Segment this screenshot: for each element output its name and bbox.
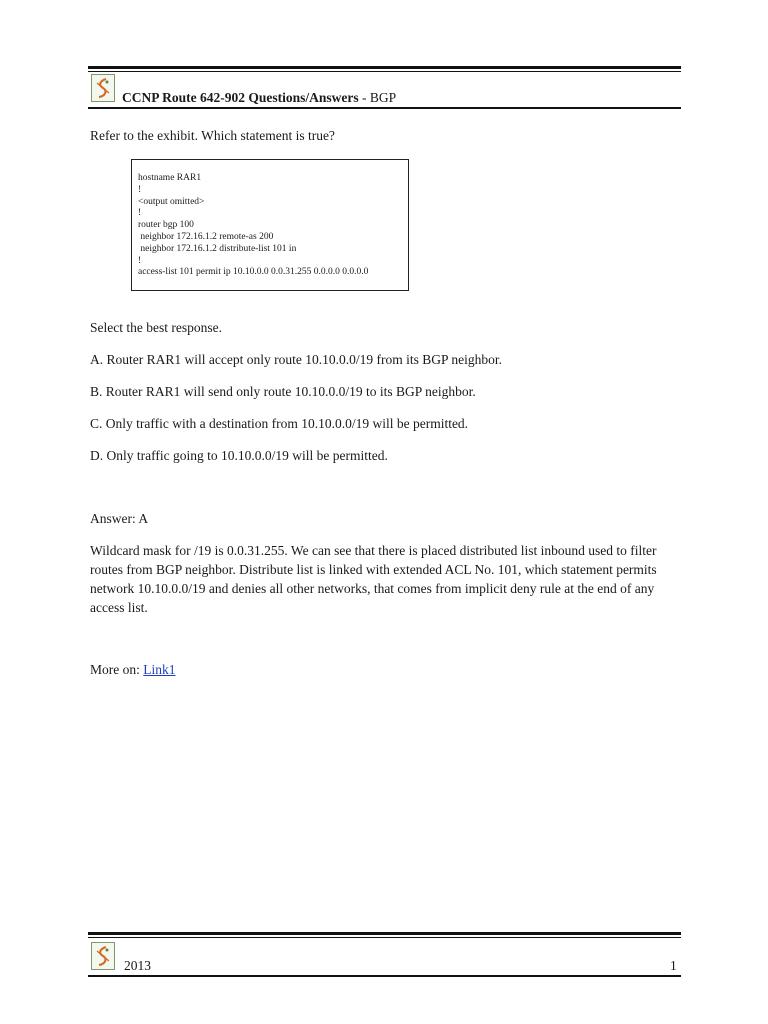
header-rule-bottom <box>88 107 681 109</box>
footer-rule-bottom <box>88 975 681 977</box>
header-title-main: CCNP Route 642-902 Questions/Answers <box>122 90 359 105</box>
page-number: 1 <box>670 958 677 973</box>
answer-text: Answer: A <box>90 511 149 526</box>
exhibit-line: <output omitted> <box>138 196 205 207</box>
logo-icon <box>91 74 115 102</box>
header-rule-top <box>88 66 681 69</box>
question-text: Refer to the exhibit. Which statement is true? <box>90 128 335 143</box>
explanation-paragraph <box>90 541 680 617</box>
footer-rule-mid <box>88 937 681 938</box>
explanation-line: network 10.10.0.0/19 and denies all other networks, that comes from implicit deny rule at the end of any <box>90 581 655 596</box>
footer-year: 2013 <box>124 958 151 973</box>
header-rule-mid <box>88 71 681 72</box>
header-title-suffix: - BGP <box>358 90 397 105</box>
explanation-line: access list. <box>90 600 148 615</box>
exhibit-line: ! <box>138 208 142 219</box>
instruction-text: Select the best response. <box>90 320 222 335</box>
explanation-line: routes from BGP neighbor. Distribute list is linked with extended ACL No. 101, which statement permits <box>90 562 657 577</box>
more-on-line <box>90 660 176 679</box>
option-b: B. Router RAR1 will send only route 10.10.0.0/19 to its BGP neighbor. <box>90 384 476 399</box>
exhibit-line: router bgp 100 <box>138 220 194 231</box>
more-on-prefix: More on: <box>90 662 144 677</box>
footer-logo-icon <box>91 942 115 970</box>
exhibit-line: ! <box>138 255 142 266</box>
link1[interactable]: Link1 <box>143 662 176 677</box>
exhibit-box <box>131 159 409 291</box>
exhibit-line: neighbor 172.16.1.2 distribute-list 101 in <box>138 243 297 254</box>
option-c: C. Only traffic with a destination from 10.10.0.0/19 will be permitted. <box>90 416 469 431</box>
page-header-title <box>122 90 396 106</box>
option-a: A. Router RAR1 will accept only route 10.10.0.0/19 from its BGP neighbor. <box>90 352 502 367</box>
option-d: D. Only traffic going to 10.10.0.0/19 will be permitted. <box>90 448 388 463</box>
exhibit-line: ! <box>138 184 142 195</box>
exhibit-line: hostname RAR1 <box>138 173 202 183</box>
explanation-line: Wildcard mask for /19 is 0.0.31.255. We can see that there is placed distributed list inbound used to filter <box>90 543 657 558</box>
exhibit-line: access-list 101 permit ip 10.10.0.0 0.0.31.255 0.0.0.0 0.0.0.0 <box>138 267 369 278</box>
exhibit-line: neighbor 172.16.1.2 remote-as 200 <box>138 231 274 242</box>
footer-rule-top <box>88 932 681 935</box>
